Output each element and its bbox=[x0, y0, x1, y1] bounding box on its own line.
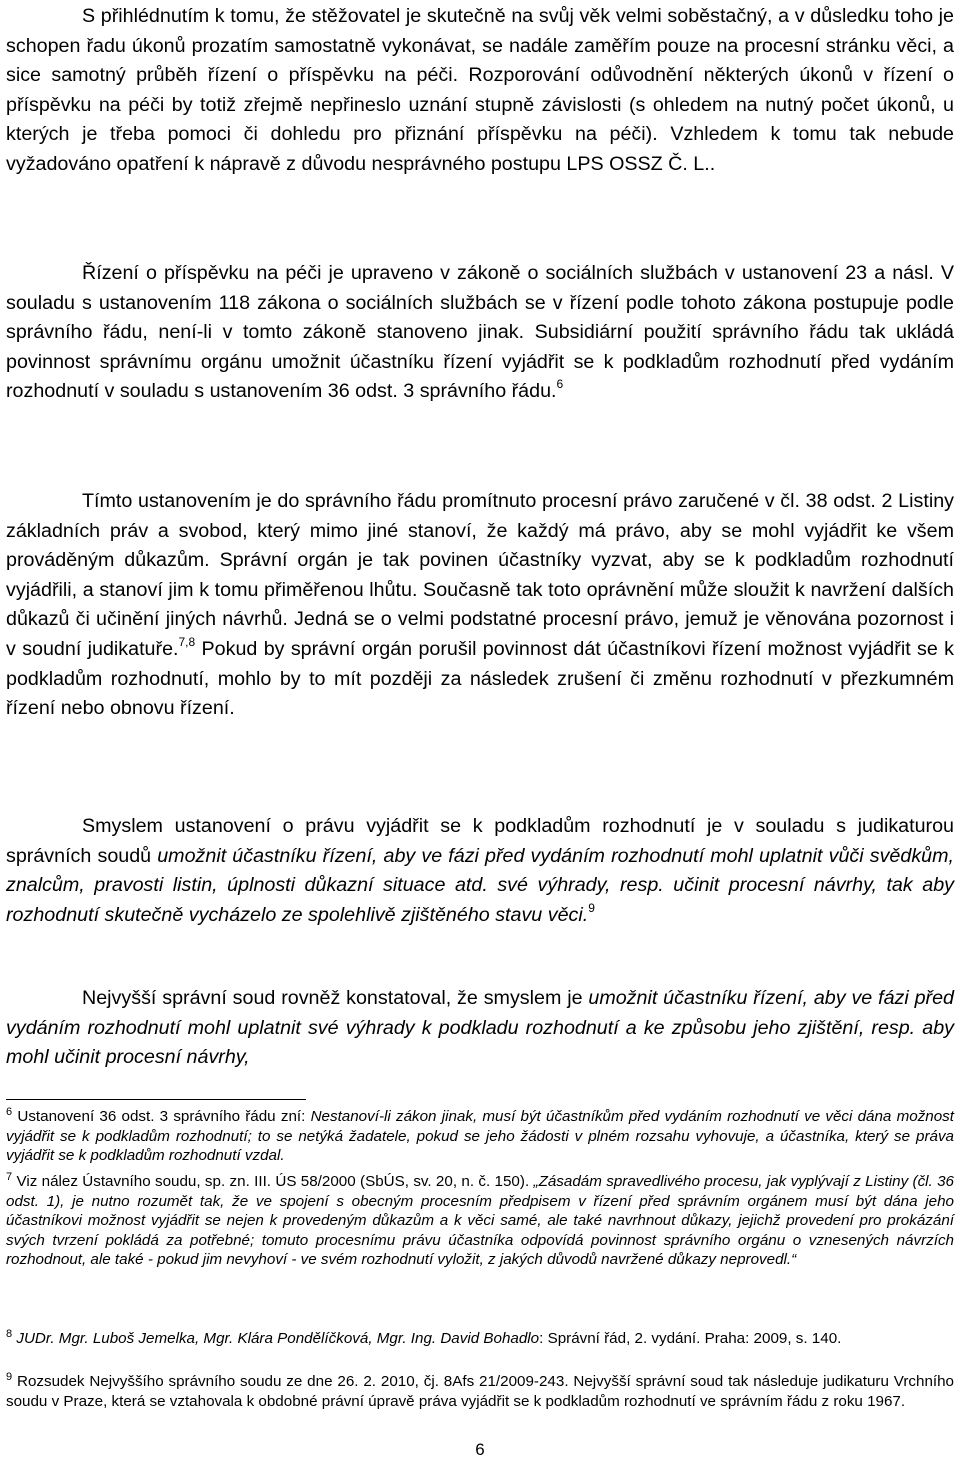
text-run: Tímto ustanovením je do správního řádu promítnuto procesní právo zaručené v čl. 38 odst. 2 Listiny základních práv a svobod, který mimo jiné stanoví, že každý má právo, aby se mohl vyjádřit ke všem prováděným důkazům. Správní orgán je tak povinen účastníky vyzvat, aby se k podkladům rozhodnutí vyjádřili, a stanoví jim k tomu přiměřenou lhůtu. Současně tak toto oprávnění může sloužit k navržení dalších důkazů či učinění jiných návrhů. Jedná se o velmi podstatné procesní právo, jemuž je věnována pozornost i v soudní judikatuře. bbox=[6, 490, 954, 660]
text-run: Nejvyšší správní soud rovněž konstatoval, že smyslem je bbox=[82, 987, 589, 1009]
paragraph-1 bbox=[6, 2, 954, 180]
text-run: : Správní řád, 2. vydání. Praha: 2009, s. 140. bbox=[539, 1330, 842, 1347]
footnote-reference: 9 bbox=[588, 900, 595, 915]
text-run: Pokud by správní orgán porušil povinnost dát účastníkovi řízení možnost vyjádřit se k podkladům rozhodnutí, mohlo by to mít později za následek zrušení či změnu rozhodnutí v přezkumném řízení nebo obnovu řízení. bbox=[6, 637, 954, 720]
text-run: Rozsudek Nejvyššího správního soudu ze dne 26. 2. 2010, čj. 8Afs 21/2009-243. Nejvyšší správní soud tak následuje judikaturu Vrchního soudu v Praze, která se vztahovala k obdobné právní úpravě práva vyjádřit se k podkladům rozhodnutí ve správním řádu z roku 1967. bbox=[6, 1373, 954, 1410]
italic-text: umožnit účastníku řízení, aby ve fázi před vydáním rozhodnutí mohl uplatnit své výhrady k podkladu rozhodnutí a ke způsobu jeho zjištění, resp. aby mohl učinit procesní návrhy, bbox=[6, 987, 954, 1069]
footnote-number: 9 bbox=[6, 1371, 13, 1383]
italic-text: umožnit účastníku řízení, aby ve fázi před vydáním rozhodnutí mohl uplatnit vůči svědkům, znalcům, pravosti listin, úplnosti důkazní situace atd. své výhrady, resp. učinit procesní návrhy, tak aby rozhodnutí skutečně vycházelo ze spolehlivě zjištěného stavu věci. bbox=[6, 844, 954, 926]
footnote-number: 8 bbox=[6, 1328, 13, 1340]
footnote-separator bbox=[6, 1099, 306, 1100]
paragraph-2 bbox=[6, 259, 954, 407]
italic-text: JUDr. Mgr. Luboš Jemelka, Mgr. Klára Pondělíčková, Mgr. Ing. David Bohadlo bbox=[12, 1330, 540, 1347]
text-run: S přihlédnutím k tomu, že stěžovatel je skutečně na svůj věk velmi soběstačný, a v důsledku toho je schopen řadu úkonů prozatím samostatně vykonávat, se nadále zaměřím pouze na procesní stránku věci, a sice samotný průběh řízení o příspěvku na péči. Rozporování odůvodnění některých úkonů v řízení o příspěvku na péči by totiž zřejmě nepřineslo uznání stupně závislosti (s ohledem na nutný počet úkonů, u kterých je třeba pomoci či dohledu pro přiznání příspěvku na péči). Vzhledem k tomu tak nebude vyžadováno opatření k nápravě z důvodu nesprávného postupu LPS OSSZ Č. L.. bbox=[6, 5, 954, 175]
text-run: Řízení o příspěvku na péči je upraveno v zákoně o sociálních službách v ustanovení 23 a násl. V souladu s ustanovením 118 zákona o sociálních službách se v řízení podle tohoto zákona postupuje podle správního řádu, není-li v tomto zákoně stanoveno jinak. Subsidiární použití správního řádu tak ukládá povinnost správnímu orgánu umožnit účastníku řízení vyjádřit se k podkladům rozhodnutí před vydáním rozhodnutí v souladu s ustanovením 36 odst. 3 správního řádu. bbox=[6, 262, 954, 403]
footnote-reference: 6 bbox=[556, 377, 564, 392]
footnote-number: 7 bbox=[6, 1171, 13, 1183]
text-run: Smyslem ustanovení o právu vyjádřit se k podkladům rozhodnutí je v souladu s judikaturou správních soudů bbox=[6, 815, 954, 867]
italic-text: „Zásadám spravedlivého procesu, jak vyplývají z Listiny (čl. 36 odst. 1), je nutno rozumět tak, že ve spojení s obecným procesním předpisem v řízení před správním orgánem musí být dána jeho účastníkovi možnost vyjádřit se nejen k provedeným důkazům a k věci samé, ale také navrhnout důkazy, jejichž provedení pro prokázání svých tvrzení pokládá za potřebné; tomuto procesnímu právu účastníka odpovídá povinnost správního orgánu o vznesených návrzích rozhodnout, ale také - pokud jim nevyhoví - ve svém rozhodnutí vyložit, z jakých důvodů navržené důkazy neprovedl.“ bbox=[6, 1173, 954, 1269]
paragraph-3 bbox=[6, 487, 954, 724]
text-run: Ustanovení 36 odst. 3 správního řádu zní: bbox=[12, 1108, 311, 1125]
footnote-6 bbox=[6, 1107, 954, 1166]
footnote-number: 6 bbox=[6, 1106, 13, 1118]
paragraph-4 bbox=[6, 812, 954, 930]
italic-text: Nestanoví-li zákon jinak, musí být účastníkům před vydáním rozhodnutí ve věci dána možnost vyjádřit se k podkladům rozhodnutí; to se netýká žadatele, pokud se jeho žádosti v plném rozsahu vyhovuje, a účastníka, který se práva vyjádřit se k podkladům rozhodnutí vzdal. bbox=[6, 1108, 954, 1165]
footnote-8 bbox=[6, 1329, 954, 1349]
paragraph-5 bbox=[6, 984, 954, 1073]
footnote-7 bbox=[6, 1172, 954, 1270]
footnote-reference: 7,8 bbox=[178, 634, 196, 649]
footnote-9 bbox=[6, 1372, 954, 1411]
text-run: Viz nález Ústavního soudu, sp. zn. III. ÚS 58/2000 (SbÚS, sv. 20, n. č. 150). bbox=[12, 1173, 534, 1190]
page-number: 6 bbox=[475, 1440, 485, 1459]
